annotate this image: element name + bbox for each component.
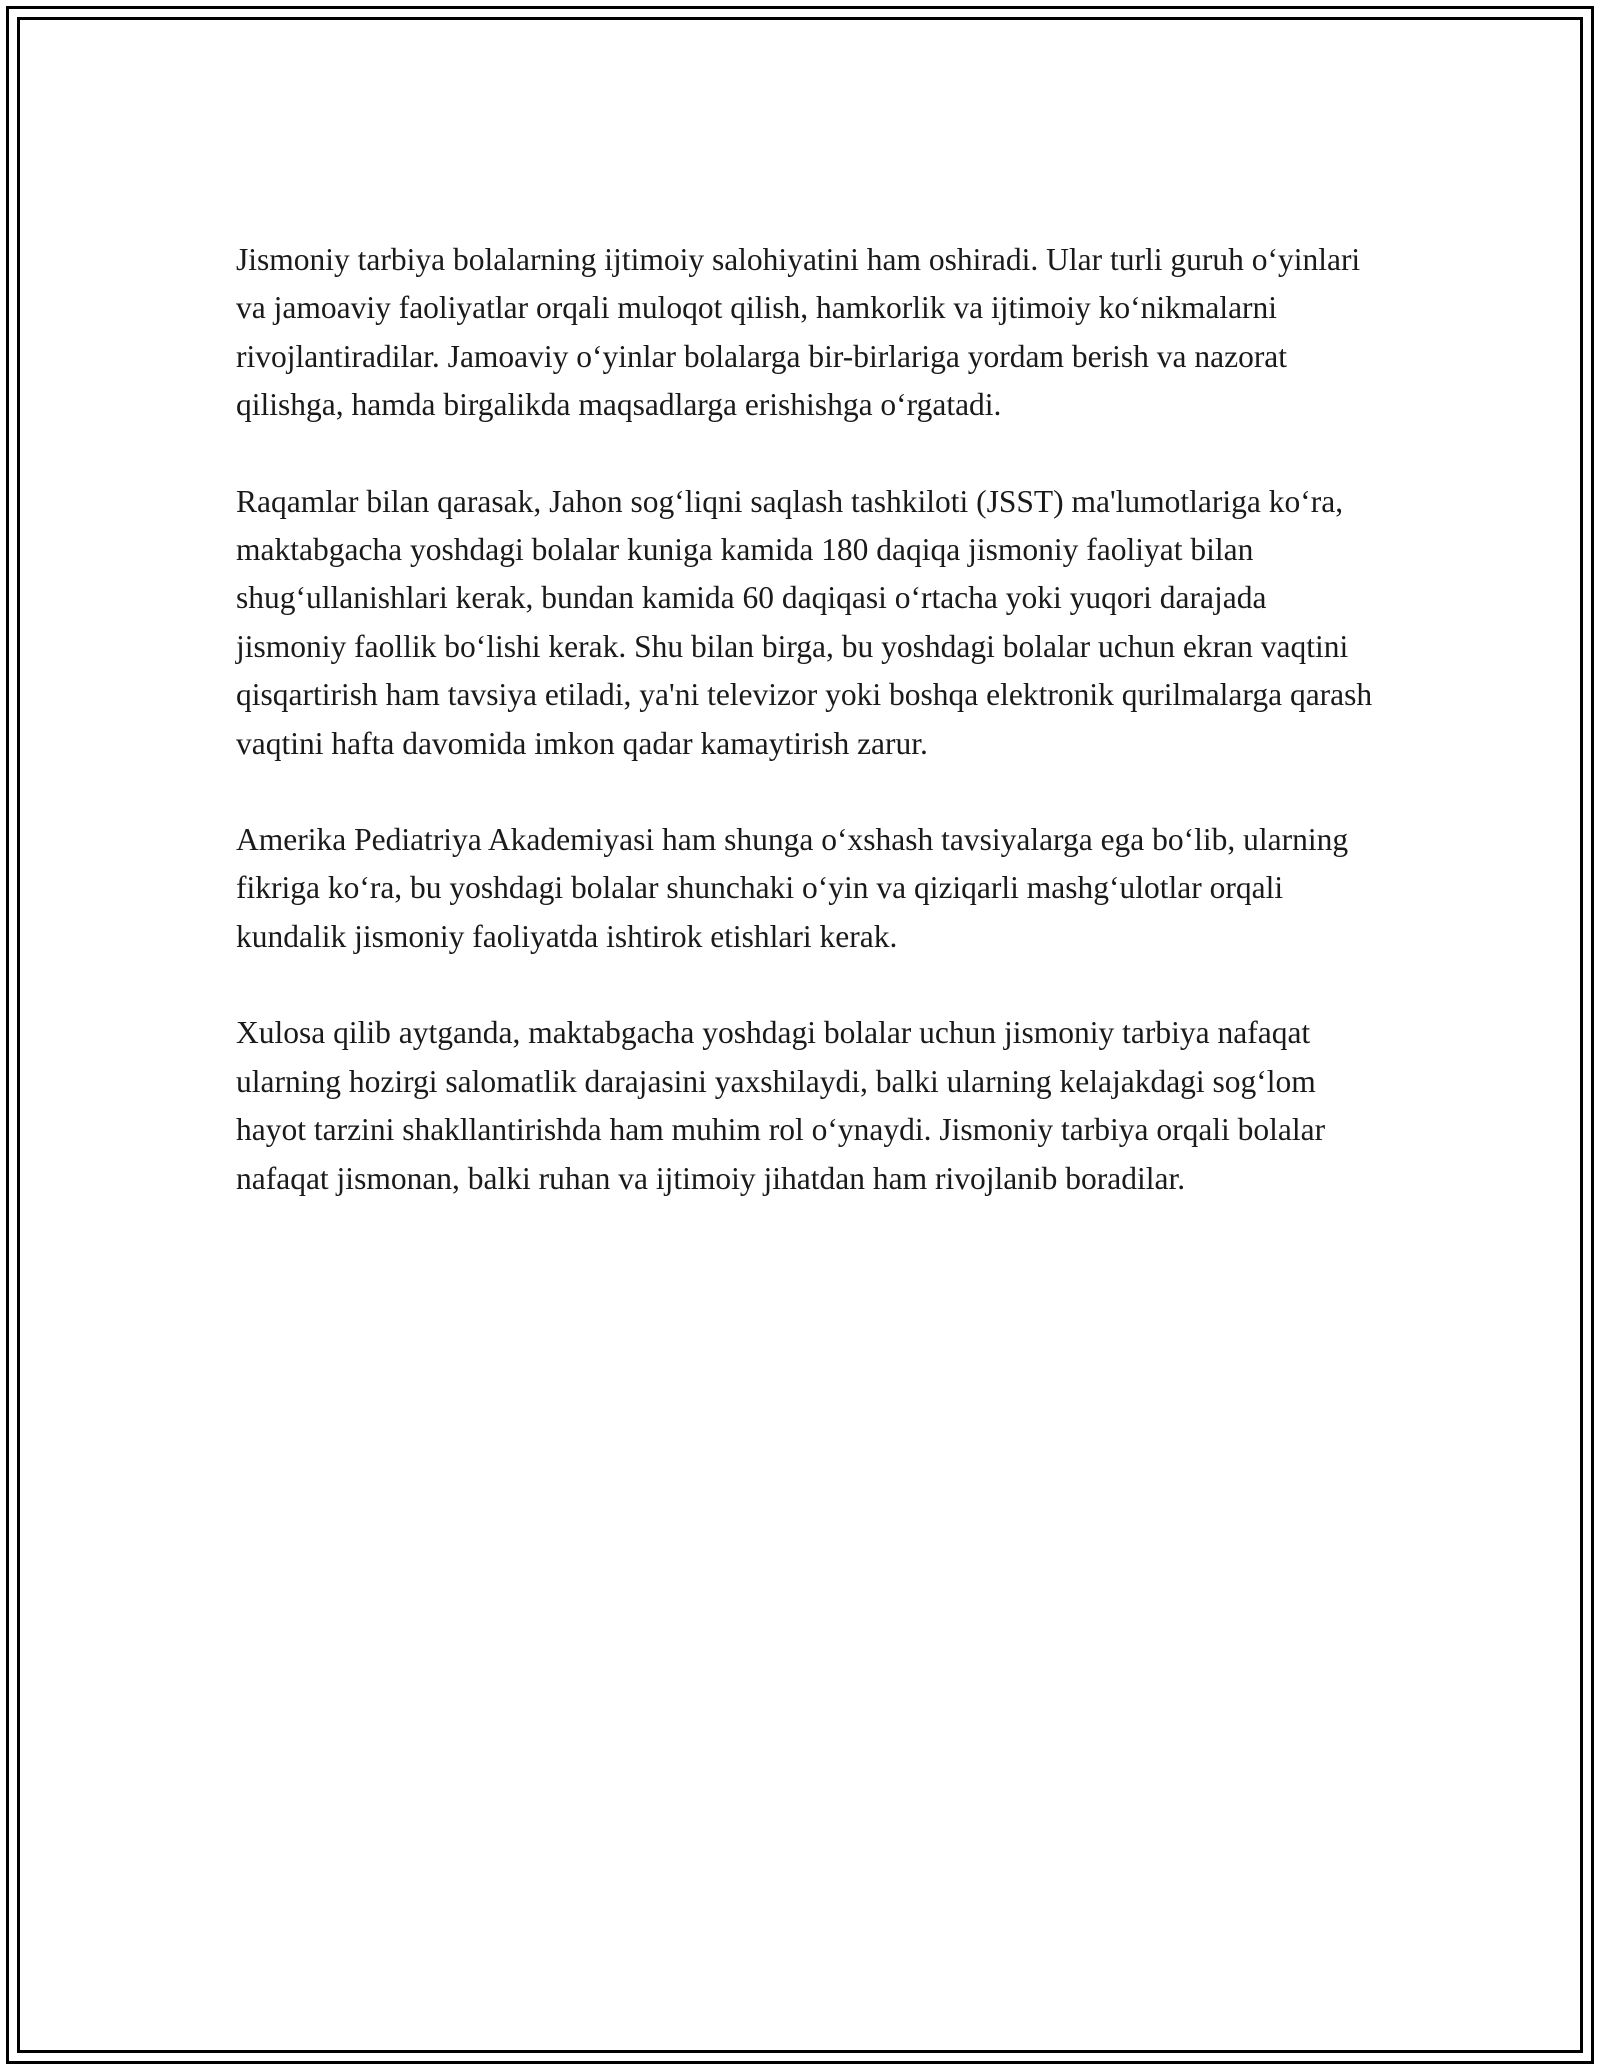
paragraph-who-recommendations: Raqamlar bilan qarasak, Jahon sog‘liqni saqlash tashkiloti (JSST) ma'lumotlariga ko‘ra, maktabgacha yoshdagi bolalar kuniga kamida 180 daqiqa jismoniy faoliyat bilan shug‘ullanishlari kerak, bundan kamida 60 daqiqasi o‘rtacha yoki yuqori darajada jismoniy faollik bo‘lishi kerak. Shu bilan birga, bu yoshdagi bolalar uchun ekran vaqtini qisqartirish ham tavsiya etiladi, ya'ni televizor yoki boshqa elektronik qurilmalarga qarash vaqtini hafta davomida imkon qadar kamaytirish zarur. [236, 483, 1373, 761]
document-body [236, 236, 1376, 1251]
paragraph-social-skills: Jismoniy tarbiya bolalarning ijtimoiy salohiyatini ham oshiradi. Ular turli guruh o‘yinlari va jamoaviy faoliyatlar orqali muloqot qilish, hamkorlik va ijtimoiy ko‘nikmalarni rivojlantiradilar. Jamoaviy o‘yinlar bolalarga bir-birlariga yordam berish va nazorat qilishga, hamda birgalikda maqsadlarga erishishga o‘rgatadi. [236, 242, 1361, 423]
paragraph-pediatrics-academy: Amerika Pediatriya Akademiyasi ham shunga o‘xshash tavsiyalarga ega bo‘lib, ularning fikriga ko‘ra, bu yoshdagi bolalar shunchaki o‘yin va qiziqarli mashg‘ulotlar orqali kundalik jismoniy faoliyatda ishtirok etishlari kerak. [236, 822, 1349, 954]
paragraph-conclusion: Xulosa qilib aytganda, maktabgacha yoshdagi bolalar uchun jismoniy tarbiya nafaqat ularning hozirgi salomatlik darajasini yaxshilaydi, balki ularning kelajakdagi sog‘lom hayot tarzini shakllantirishda ham muhim rol o‘ynaydi. Jismoniy tarbiya orqali bolalar nafaqat jismonan, balki ruhan va ijtimoiy jihatdan ham rivojlanib boradilar. [236, 1015, 1326, 1196]
